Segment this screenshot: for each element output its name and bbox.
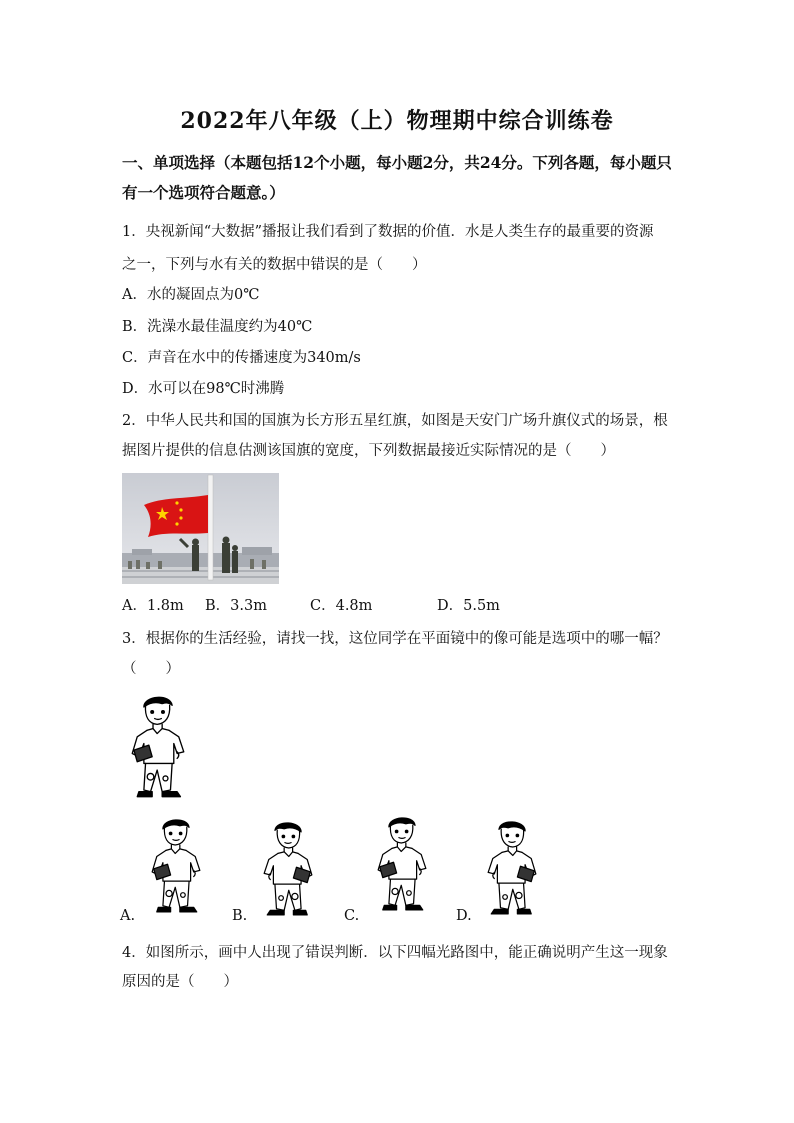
q2-stem-line1: 2．中华人民共和国的国旗为长方形五星红旗，如图是天安门广场升旗仪式的场景，根 bbox=[122, 413, 668, 429]
q1-stem-line2: 之一，下列与水有关的数据中错误的是（ ） bbox=[122, 257, 427, 273]
option-c-figure bbox=[366, 813, 438, 913]
q3-stem-line2: （ ） bbox=[122, 661, 180, 677]
option-d-figure bbox=[476, 817, 548, 917]
q4-stem-line2: 原因的是（ ） bbox=[122, 974, 238, 990]
q3-option-d-label: D. bbox=[456, 908, 472, 924]
q1-stem-line1: 1．央视新闻“大数据”播报让我们看到了数据的价值．水是人类生存的最重要的资源 bbox=[122, 224, 654, 240]
option-b-figure bbox=[252, 818, 324, 918]
student-figure bbox=[118, 692, 198, 800]
q4-stem-line1: 4．如图所示，画中人出现了错误判断．以下四幅光路图中，能正确说明产生这一现象 bbox=[122, 945, 668, 961]
q2-option-c: C．4.8m bbox=[310, 598, 373, 614]
section-header: 一、单项选择（本题包括12个小题，每小题2分，共24分。下列各题，每小题只有一个选项符合题意。） bbox=[122, 153, 672, 202]
q3-option-b-label: B. bbox=[232, 908, 248, 924]
flag-raising-photo bbox=[122, 473, 279, 584]
q1-option-d: D．水可以在98℃时沸腾 bbox=[122, 381, 285, 397]
q2-stem-line2: 据图片提供的信息估测该国旗的宽度，下列数据最接近实际情况的是（ ） bbox=[122, 443, 615, 459]
q3-option-a-label: A. bbox=[120, 908, 136, 924]
q1-option-a: A．水的凝固点为0℃ bbox=[122, 287, 260, 303]
q2-option-a: A．1.8m bbox=[122, 598, 184, 614]
option-a-figure bbox=[140, 815, 212, 915]
q3-option-c-label: C. bbox=[344, 908, 360, 924]
page-title: 2022年八年级（上）物理期中综合训练卷 bbox=[180, 108, 614, 134]
q2-option-b: B．3.3m bbox=[205, 598, 267, 614]
q1-option-b: B．洗澡水最佳温度约为40℃ bbox=[122, 319, 313, 335]
q2-option-d: D．5.5m bbox=[437, 598, 500, 614]
q3-stem-line1: 3．根据你的生活经验，请找一找，这位同学在平面镜中的像可能是选项中的哪一幅？ bbox=[122, 631, 668, 647]
q1-option-c: C．声音在水中的传播速度为340m/s bbox=[122, 350, 361, 366]
